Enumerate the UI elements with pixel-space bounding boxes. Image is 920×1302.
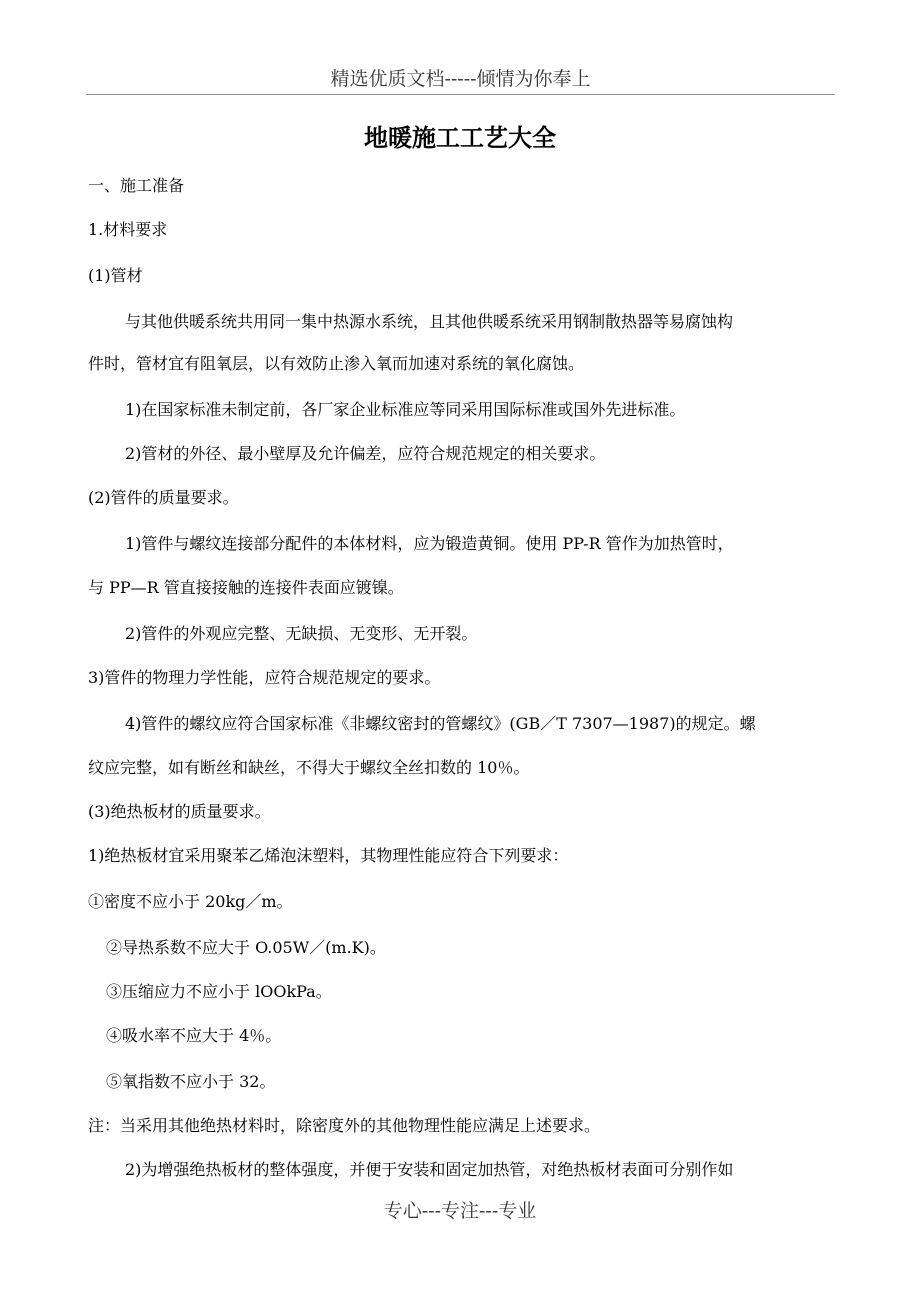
item-heading: (3)绝热板材的质量要求。: [88, 802, 271, 821]
page-header: 精选优质文档-----倾情为你奉上: [86, 66, 835, 95]
paragraph-line: 件时，管材宜有阻氧层，以有效防止渗入氧而加速对系统的氧化腐蚀。: [88, 354, 585, 373]
paragraph-line: 2)管材的外径、最小壁厚及允许偏差，应符合规范规定的相关要求。: [125, 444, 606, 463]
list-item: ③压缩应力不应小于 lOOkPa。: [106, 982, 332, 1001]
paragraph-line: 与其他供暖系统共用同一集中热源水系统，且其他供暖系统采用钢制散热器等易腐蚀构: [125, 312, 734, 331]
paragraph-line: 与 PP—R 管直接接触的连接件表面应镀镍。: [88, 578, 404, 597]
list-item: ①密度不应小于 20kg／m。: [88, 892, 293, 911]
paragraph-line: 1)在国家标准未制定前，各厂家企业标准应等同采用国际标准或国外先进标准。: [125, 400, 686, 419]
list-item: ④吸水率不应大于 4％。: [106, 1026, 282, 1045]
paragraph-line: 纹应完整，如有断丝和缺丝，不得大于螺纹全丝扣数的 10％。: [88, 758, 530, 777]
paragraph-line: 1)绝热板材宜采用聚苯乙烯泡沫塑料，其物理性能应符合下列要求：: [88, 846, 569, 865]
paragraph-line: 3)管件的物理力学性能，应符合规范规定的要求。: [88, 668, 441, 687]
list-item: ⑤氧指数不应小于 32。: [106, 1072, 276, 1091]
paragraph-line: 2)为增强绝热板材的整体强度，并便于安装和固定加热管，对绝热板材表面可分别作如: [125, 1160, 734, 1179]
section-heading: 一、施工准备: [88, 176, 185, 195]
item-heading: (2)管件的质量要求。: [88, 488, 239, 507]
item-heading: (1)管材: [88, 266, 143, 285]
paragraph-line: 2)管件的外观应完整、无缺损、无变形、无开裂。: [125, 624, 478, 643]
paragraph-line: 1)管件与螺纹连接部分配件的本体材料，应为锻造黄铜。使用 PP-R 管作为加热管时，: [125, 534, 734, 553]
list-item: ②导热系数不应大于 O.05W／(m.K)。: [106, 938, 386, 957]
note-line: 注：当采用其他绝热材料时，除密度外的其他物理性能应满足上述要求。: [88, 1116, 601, 1135]
document-title: 地暖施工工艺大全: [364, 123, 556, 152]
page-footer: 专心---专注---专业: [383, 1200, 537, 1222]
subsection-heading: 1.材料要求: [88, 220, 168, 239]
paragraph-line: 4)管件的螺纹应符合国家标准《非螺纹密封的管螺纹》(GB／T 7307—1987)的规定。螺: [125, 714, 756, 733]
